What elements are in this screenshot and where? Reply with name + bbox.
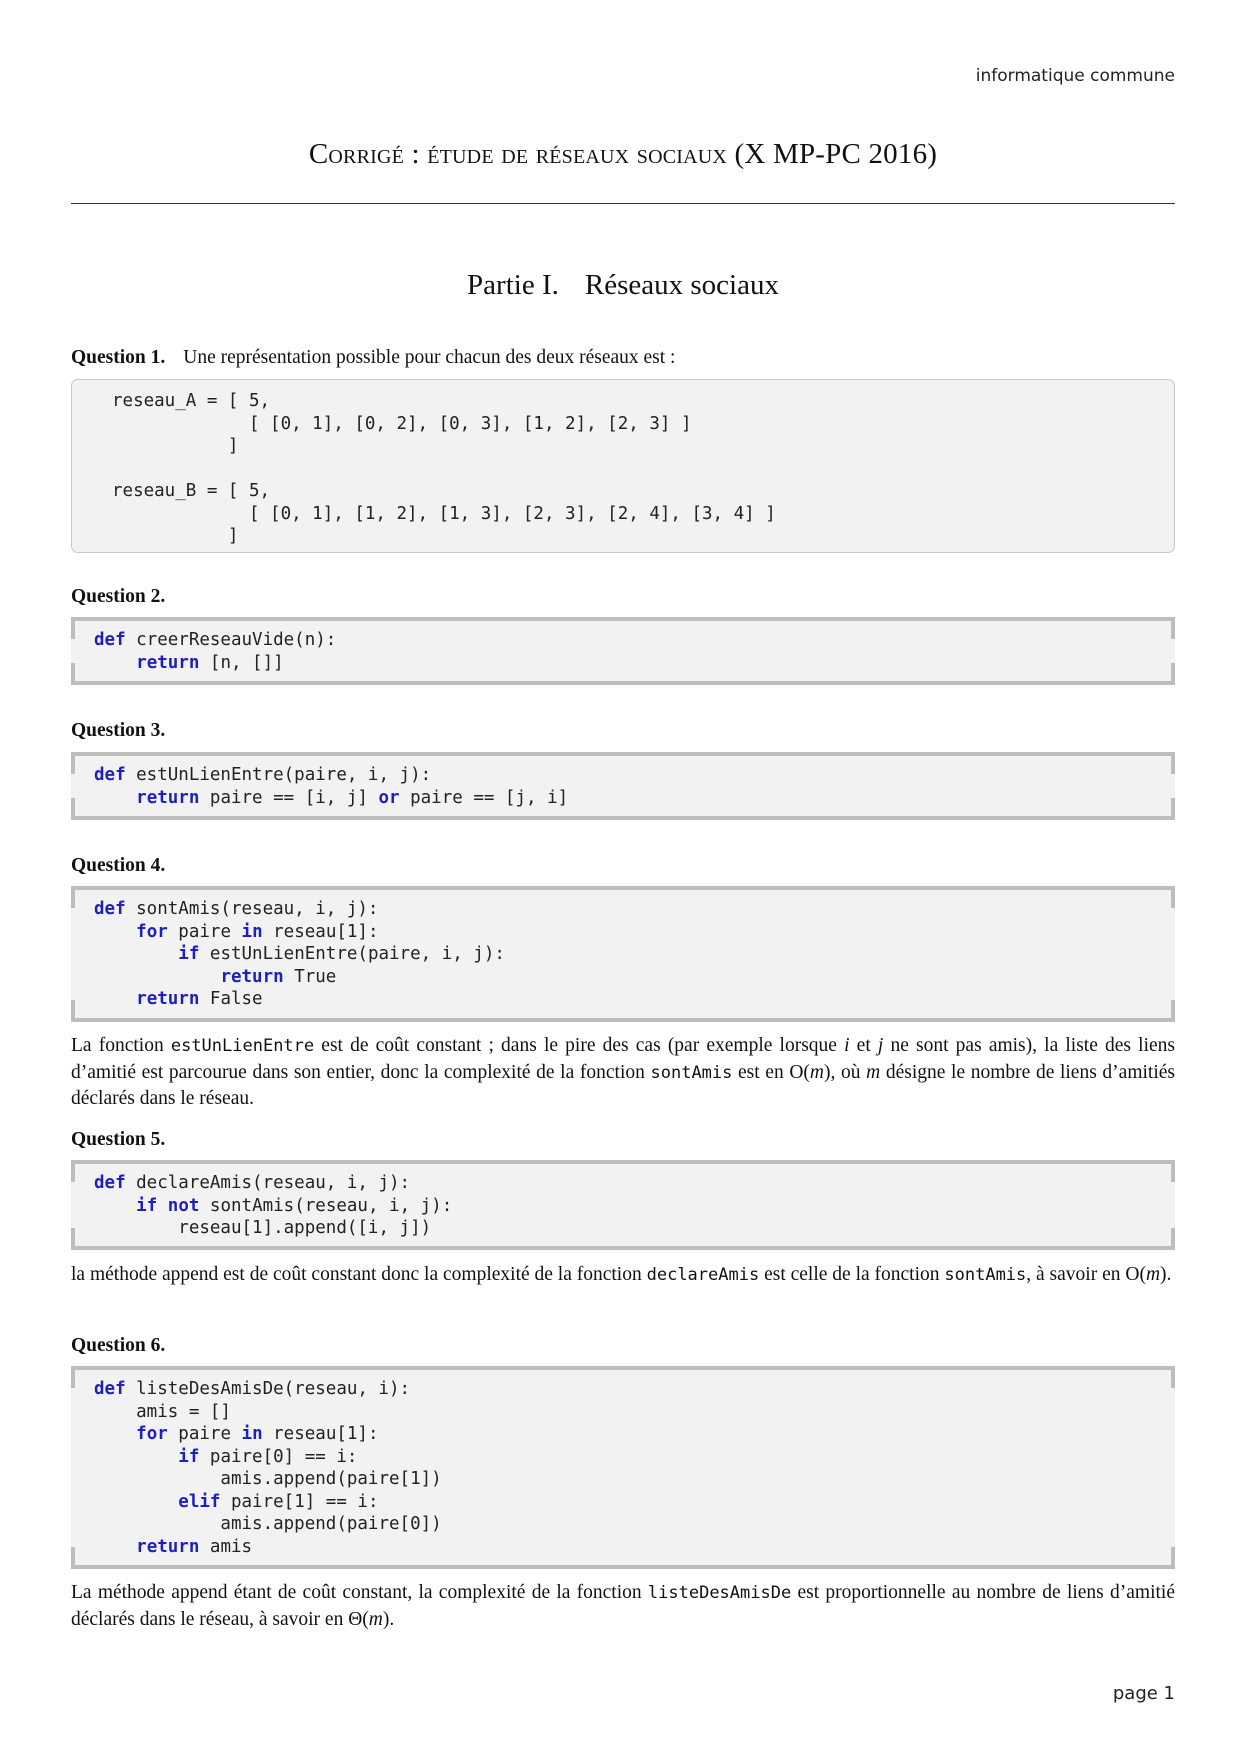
page-number: page 1 <box>1112 1683 1175 1704</box>
code-listing: def declareAmis(reseau, i, j): if not sontAmis(reseau, i, j): reseau[1].append([i, j]) <box>94 1173 453 1238</box>
running-header: informatique commune <box>975 66 1175 86</box>
question-2 <box>71 584 1175 609</box>
complexity-comment: la méthode append est de coût constant donc la complexité de la fonction declareAmis est celle de la fonction sontAmis, à savoir en O(m). <box>71 1264 1172 1285</box>
code-listing: reseau_A = [ 5, [ [0, 1], [0, 2], [0, 3], [1, 2], [2, 3] ] ] reseau_B = [ 5, [ [0, 1], [1, 2], [1, 3], [2, 3], [2, 4], [3, 4] ] ] <box>112 391 776 546</box>
question-4 <box>71 853 1175 878</box>
code-listing: def listeDesAmisDe(reseau, i): amis = [] for paire in reseau[1]: if paire[0] == i: amis.append(paire[1]) elif paire[1] == i: amis.append(paire[0]) return amis <box>94 1379 442 1557</box>
part-label: Partie I. <box>467 269 559 301</box>
part-name: Réseaux sociaux <box>584 269 779 301</box>
code-block-2 <box>71 617 1175 685</box>
code-listing: def estUnLienEntre(paire, i, j): return paire == [i, j] or paire == [j, i] <box>94 765 569 808</box>
question-label: Question 2. <box>71 586 166 607</box>
complexity-comment: La fonction estUnLienEntre est de coût constant ; dans le pire des cas (par exemple lorsque i et j ne sont pas amis), la liste des liens d’amitié est parcourue dans son entier, donc la complexité de la fonction sontAmis est en O(m), où m désigne le nombre de liens d’amitiés déclarés dans le réseau. <box>71 1035 1175 1109</box>
part-heading <box>71 269 1175 302</box>
code-block-6 <box>71 1366 1175 1569</box>
code-block-3 <box>71 752 1175 820</box>
document-title: Corrigé : étude de réseaux sociaux (X MP-PC 2016) <box>308 138 938 170</box>
question-text: Une représentation possible pour chacun des deux réseaux est : <box>183 347 676 368</box>
code-block-4 <box>71 886 1175 1022</box>
question-label: Question 4. <box>71 855 166 876</box>
question-5 <box>71 1127 1175 1152</box>
question-label: Question 6. <box>71 1335 166 1356</box>
title-rule <box>71 203 1175 204</box>
question-label: Question 3. <box>71 720 166 741</box>
question-3 <box>71 718 1175 743</box>
code-listing: def creerReseauVide(n): return [n, []] <box>94 630 337 673</box>
complexity-comment: La méthode append étant de coût constant, la complexité de la fonction listeDesAmisDe est proportionnelle au nombre de liens d’amitié déclarés dans le réseau, à savoir en Θ(m). <box>71 1582 1175 1630</box>
code-block-5 <box>71 1160 1175 1250</box>
question-6 <box>71 1333 1175 1358</box>
code-block-1 <box>71 379 1175 553</box>
code-listing: def sontAmis(reseau, i, j): for paire in reseau[1]: if estUnLienEntre(paire, i, j): return True return False <box>94 899 505 1009</box>
question-label: Question 5. <box>71 1129 166 1150</box>
question-label: Question 1. <box>71 347 166 368</box>
question-1 <box>71 345 1175 370</box>
